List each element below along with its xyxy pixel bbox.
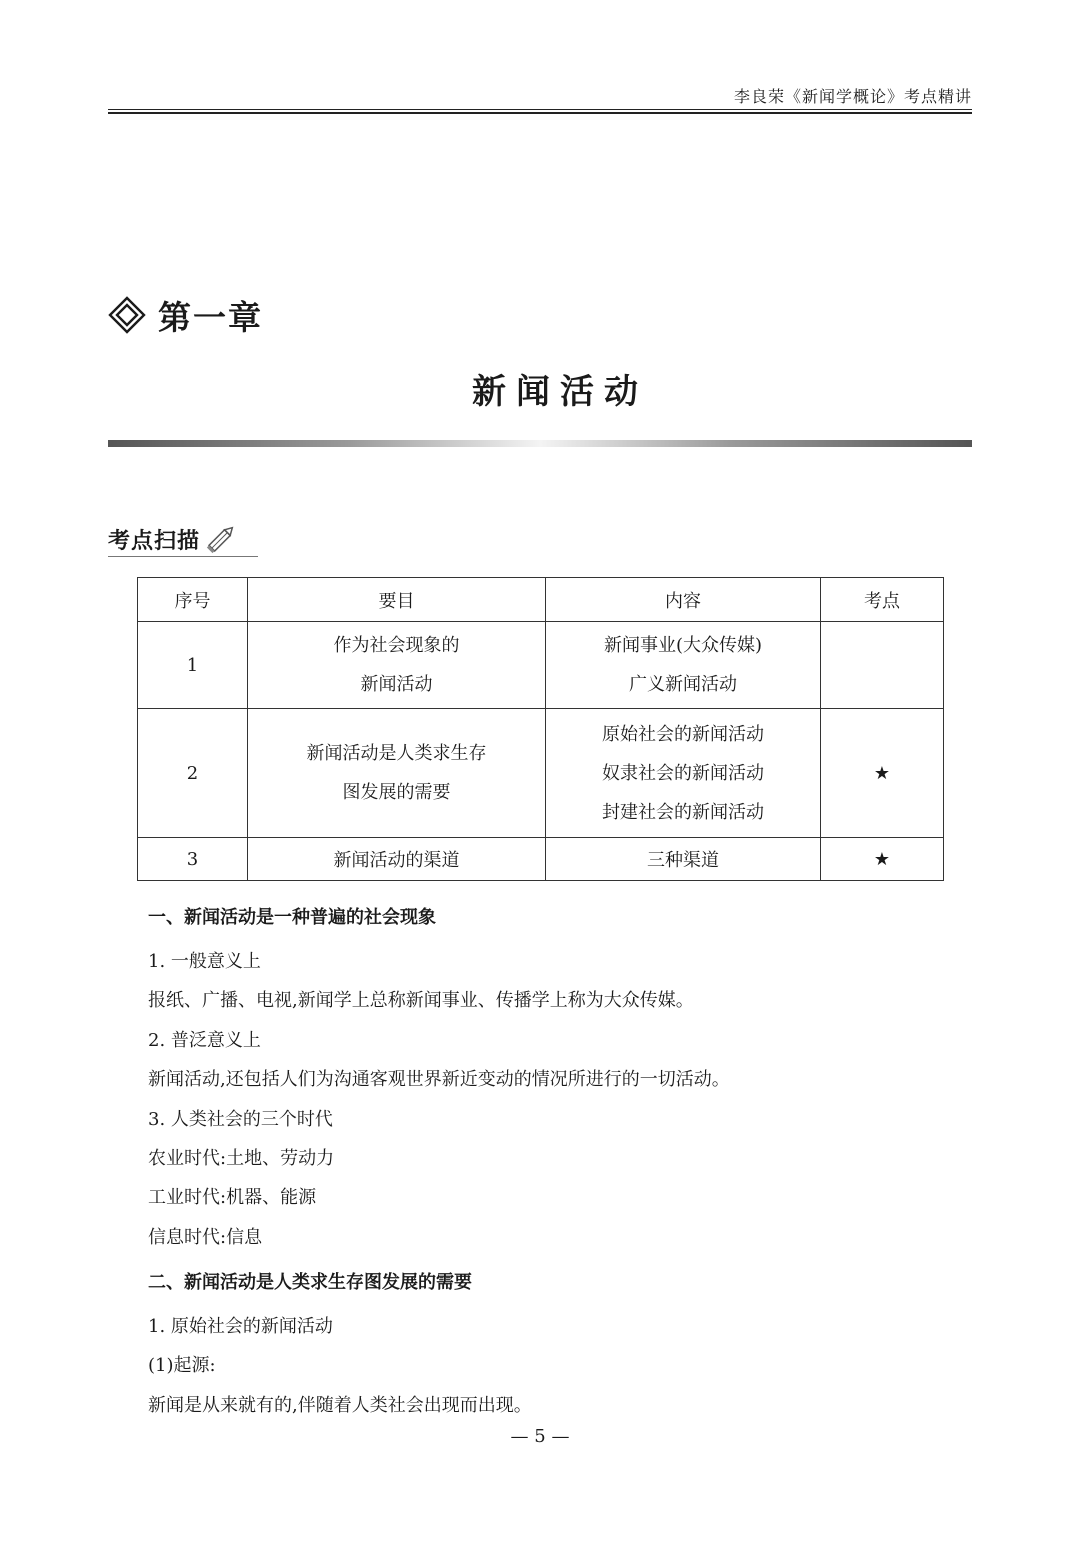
cell-line: 封建社会的新闻活动 bbox=[602, 801, 764, 823]
cell-line: 作为社会现象的 bbox=[333, 635, 460, 656]
cell-line: 原始社会的新闻活动 bbox=[602, 723, 764, 745]
table-cell-no: 3 bbox=[138, 838, 248, 881]
table-row bbox=[138, 622, 944, 709]
table-cell-no: 2 bbox=[138, 709, 248, 838]
subheading: 1. 原始社会的新闻活动 bbox=[148, 1316, 333, 1337]
table-cell-content bbox=[546, 622, 821, 709]
paragraph: 报纸、广播、电视,新闻学上总称新闻事业、传播学上称为大众传媒。 bbox=[148, 990, 694, 1011]
chapter-heading bbox=[108, 292, 263, 338]
cell-line: 图发展的需要 bbox=[342, 782, 451, 803]
subheading: 2. 普泛意义上 bbox=[148, 1030, 261, 1051]
cell-line: 奴隶社会的新闻活动 bbox=[602, 762, 764, 784]
table-cell-item bbox=[248, 622, 546, 709]
section-banner-underline bbox=[108, 556, 258, 557]
subheading: 1. 一般意义上 bbox=[148, 951, 261, 972]
table-header: 要目 bbox=[248, 578, 546, 622]
paragraph: 农业时代:土地、劳动力 bbox=[148, 1148, 335, 1169]
section-heading: 一、新闻活动是一种普遍的社会现象 bbox=[148, 907, 436, 928]
subheading: (1)起源: bbox=[148, 1355, 216, 1376]
cell-line: 广义新闻活动 bbox=[629, 674, 737, 695]
chapter-divider bbox=[108, 440, 972, 447]
paragraph: 新闻活动,还包括人们为沟通客观世界新近变动的情况所进行的一切活动。 bbox=[148, 1069, 730, 1090]
star-icon: ★ bbox=[821, 709, 944, 838]
table-cell-content bbox=[546, 709, 821, 838]
section-heading: 二、新闻活动是人类求生存图发展的需要 bbox=[148, 1272, 472, 1293]
paragraph: 工业时代:机器、能源 bbox=[148, 1187, 317, 1208]
paragraph: 信息时代:信息 bbox=[148, 1227, 263, 1248]
paragraph: 新闻是从来就有的,伴随着人类社会出现而出现。 bbox=[148, 1395, 532, 1416]
cell-line: 新闻事业(大众传媒) bbox=[603, 635, 763, 656]
table-row bbox=[138, 838, 944, 881]
page-number: — 5 — bbox=[510, 1426, 570, 1447]
chapter-label: 第一章 bbox=[158, 297, 263, 337]
table-header: 序号 bbox=[138, 578, 248, 622]
section-banner-label: 考点扫描 bbox=[108, 528, 201, 554]
table-row bbox=[138, 709, 944, 838]
header-rule bbox=[108, 109, 972, 110]
table-header-row bbox=[138, 578, 944, 622]
table-cell-no: 1 bbox=[138, 622, 248, 709]
cell-line: 新闻活动是人类求生存 bbox=[306, 743, 487, 764]
table-cell-item bbox=[248, 709, 546, 838]
table-cell-key bbox=[821, 622, 944, 709]
cell-line: 新闻活动 bbox=[360, 674, 433, 695]
header-rule-thick bbox=[108, 112, 972, 114]
pencil-icon bbox=[204, 522, 238, 556]
star-icon: ★ bbox=[821, 838, 944, 881]
table-cell-item: 新闻活动的渠道 bbox=[248, 838, 546, 881]
table-header: 内容 bbox=[546, 578, 821, 622]
chapter-title: 新闻活动 bbox=[472, 372, 648, 412]
running-header: 李良荣《新闻学概论》考点精讲 bbox=[733, 87, 972, 106]
diamond-icon bbox=[108, 296, 146, 334]
subheading: 3. 人类社会的三个时代 bbox=[148, 1109, 333, 1130]
section-banner bbox=[108, 522, 238, 556]
table-cell-content: 三种渠道 bbox=[546, 838, 821, 881]
summary-table bbox=[137, 577, 944, 881]
table-header: 考点 bbox=[821, 578, 944, 622]
